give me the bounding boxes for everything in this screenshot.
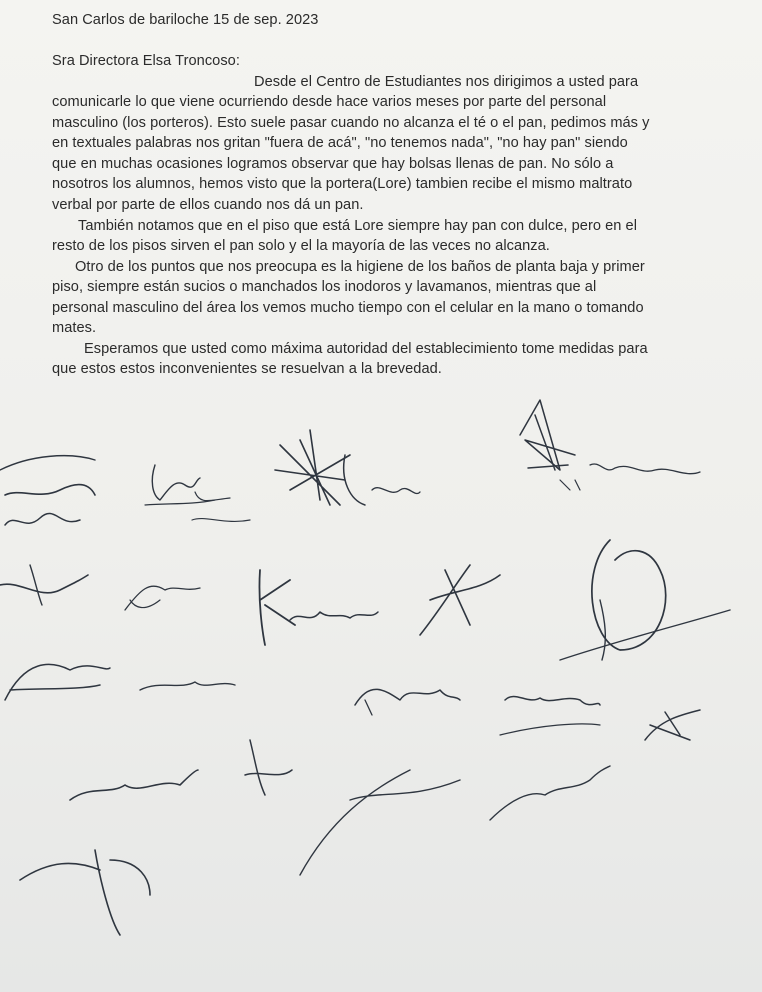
body-line: comunicarle lo que viene ocurriendo desde hace varios meses por parte del personal (52, 94, 607, 110)
signature-row2-d (420, 565, 500, 635)
body-line: en textuales palabras nos gritan "fuera de acá", "no tenemos nada", "no hay pan" siendo (52, 135, 628, 151)
signature-alvarado (259, 570, 378, 645)
signature-malco (520, 400, 700, 490)
signature-row4-c (300, 770, 460, 875)
body-line: personal masculino del área los vemos mucho tiempo con el celular en la mano o tomando (52, 300, 644, 316)
signature-row3-c (355, 689, 460, 715)
signature-emiliano (0, 456, 95, 525)
body-line: Otro de los puntos que nos preocupa es la higiene de los baños de planta baja y primer (75, 259, 645, 275)
signature-row2-e (560, 540, 730, 660)
signature-row5-a (20, 850, 150, 935)
signature-sofia (500, 696, 600, 735)
body-line: piso, siempre están sucios o manchados los inodoros y lavamanos, mientras que al (52, 279, 597, 295)
signature-oso (275, 430, 420, 505)
place-date: San Carlos de bariloche 15 de sep. 2023 (52, 12, 319, 28)
signature-row3-b (140, 682, 235, 690)
body-line: Desde el Centro de Estudiantes nos dirigimos a usted para (254, 74, 639, 90)
salutation: Sra Directora Elsa Troncoso: (52, 53, 240, 69)
signature-row2-b (125, 586, 200, 610)
body-line: masculino (los porteros). Esto suele pasar cuando no alcanza el té o el pan, pedimos más y (52, 115, 650, 131)
body-line: que estos estos inconvenientes se resuelvan a la brevedad. (52, 361, 442, 377)
signature-row2-left (0, 565, 88, 605)
body-line: También notamos que en el piso que está Lore siempre hay pan con dulce, pero en el (78, 218, 638, 234)
signature-row4-b (245, 740, 292, 795)
signature-row3-a (5, 664, 110, 700)
signature-luey (145, 465, 250, 521)
body-line: verbal por parte de ellos cuando nos dá un pan. (52, 197, 364, 213)
body-line: Esperamos que usted como máxima autoridad del establecimiento tome medidas para (84, 341, 648, 357)
signature-row4-a (70, 770, 198, 800)
body-line: mates. (52, 320, 97, 336)
signature-row3-e (645, 710, 700, 740)
body-line: que en muchas ocasiones logramos observar que hay bolsas llenas de pan. No sólo a (52, 156, 614, 172)
body-line: nosotros los alumnos, hemos visto que la portera(Lore) tambien recibe el mismo maltrato (52, 176, 633, 192)
signature-row4-d (490, 766, 610, 820)
body-line: resto de los pisos sirven el pan solo y el la mayoría de las veces no alcanza. (52, 238, 550, 254)
